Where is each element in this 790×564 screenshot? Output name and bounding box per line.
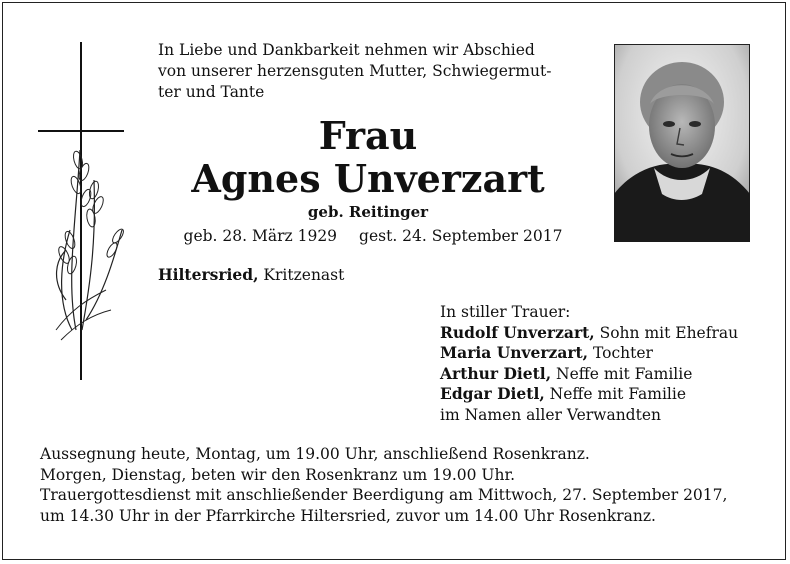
mourner-entry [440, 364, 738, 385]
mourner-relation: Neffe mit Familie [544, 385, 687, 403]
mourner-relation: Sohn mit Ehefrau [594, 323, 739, 342]
announcement-line: Morgen, Dienstag, beten wir den Rosenkranz um 19.00 Uhr. [40, 465, 516, 484]
service-announcement [40, 444, 770, 526]
deceased-name: Agnes Unverzart [191, 156, 545, 201]
mourner-name: Edgar Dietl, [440, 384, 545, 403]
mourner-entry [440, 343, 738, 364]
intro-line: In Liebe und Dankbarkeit nehmen wir Abschied [158, 41, 535, 59]
mourner-name: Arthur Dietl, [440, 363, 552, 383]
salutation: Frau [318, 113, 418, 158]
mourner-relation: Neffe mit Familie [551, 364, 693, 383]
mourner-entry [440, 384, 738, 405]
cross-with-wheat-icon [36, 40, 131, 382]
mourner-relation: Tochter [588, 344, 653, 362]
life-dates [158, 227, 588, 245]
announcement-line: Aussegnung heute, Montag, um 19.00 Uhr, anschließend Rosenkranz. [40, 445, 590, 463]
intro-line: ter und Tante [158, 83, 265, 101]
mourners-block [440, 302, 738, 425]
mourners-heading: In stiller Trauer: [440, 303, 571, 321]
birth-name: geb. Reitinger [307, 203, 429, 221]
mourner-entry [440, 323, 738, 344]
announcement-line: um 14.30 Uhr in der Pfarrkirche Hiltersried, zuvor um 14.00 Uhr Rosenkranz. [40, 506, 656, 525]
residence-primary: Hiltersried, [158, 265, 259, 284]
birth-date: geb. 28. März 1929 [183, 227, 338, 245]
mourner-name: Rudolf Unverzart, [440, 322, 595, 342]
announcement-line: Trauergottesdienst mit anschließender Beerdigung am Mittwoch, 27. September 2017, [40, 486, 728, 504]
intro-text [158, 40, 588, 103]
mourner-name: Maria Unverzart, [440, 343, 589, 362]
residence-secondary: Kritzenast [258, 266, 345, 284]
portrait-photo [614, 44, 750, 242]
death-date: gest. 24. September 2017 [359, 227, 563, 245]
intro-line: von unserer herzensguten Mutter, Schwiegermut- [158, 62, 552, 80]
mourners-closing: im Namen aller Verwandten [440, 405, 661, 424]
residence [158, 265, 344, 284]
